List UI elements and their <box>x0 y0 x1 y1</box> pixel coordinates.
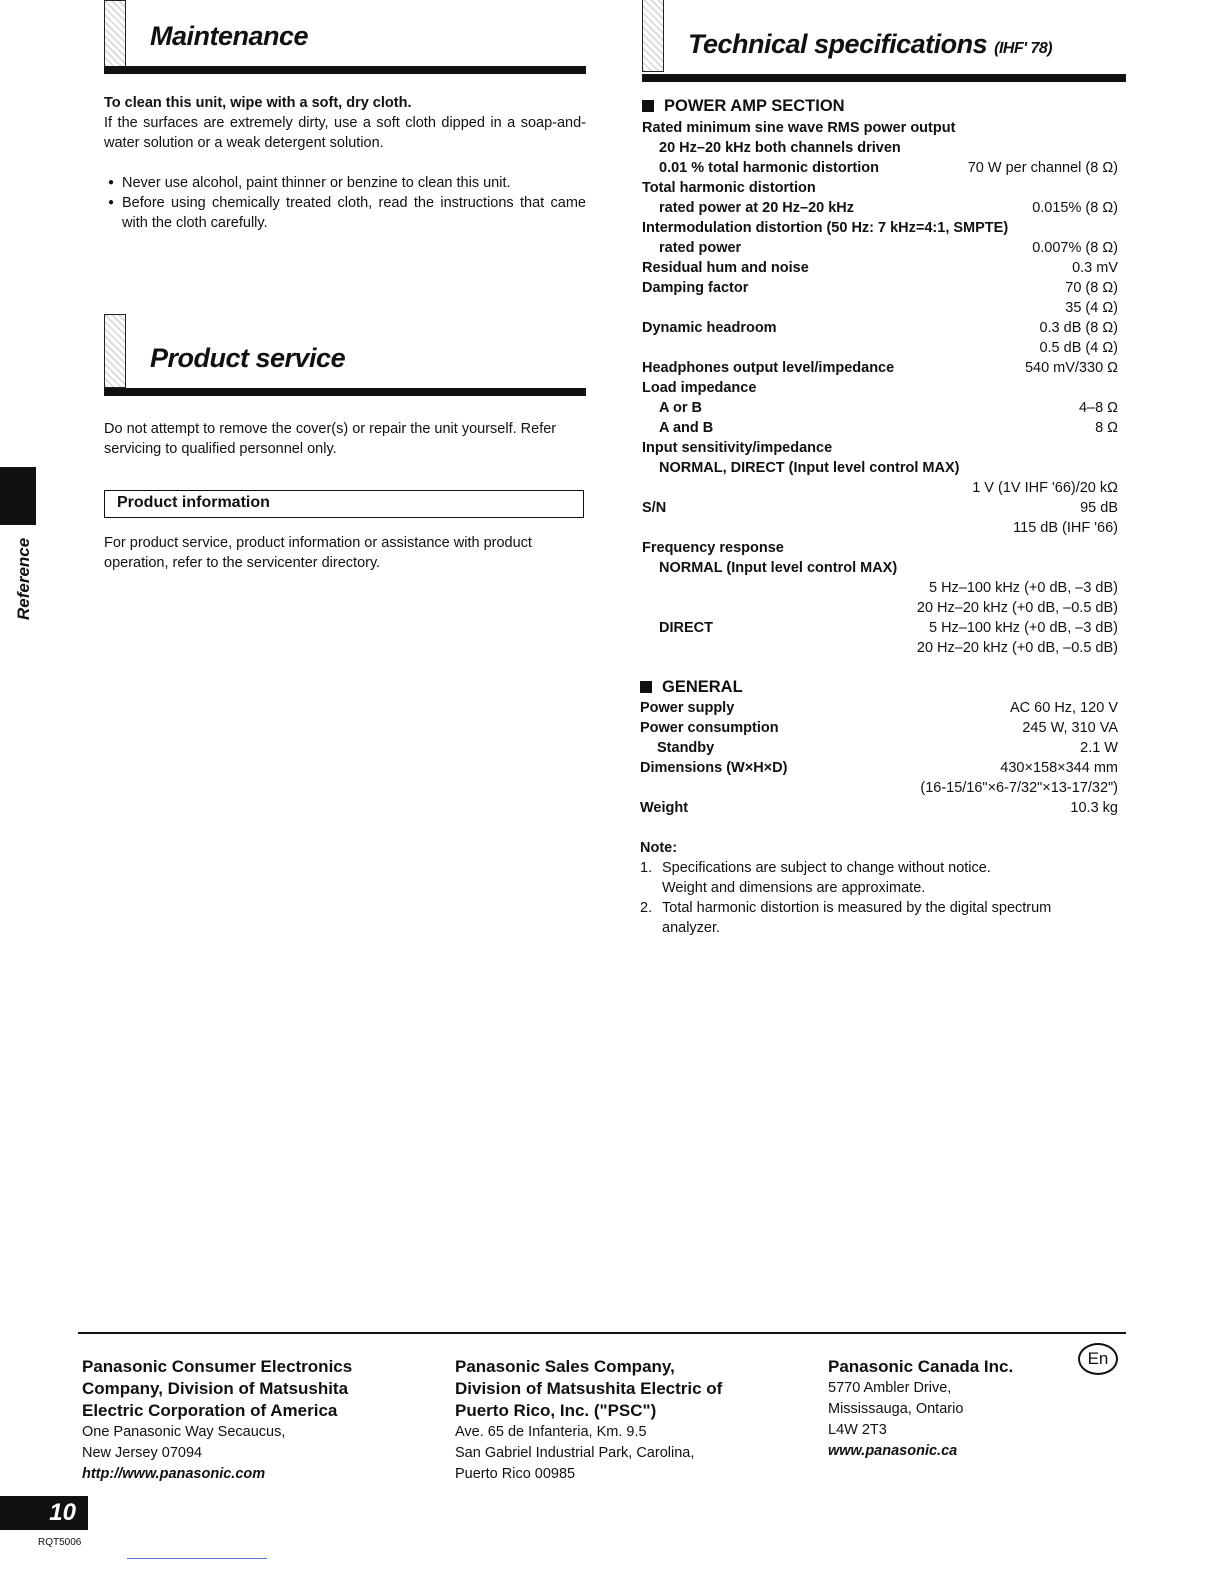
spec-value: 430×158×344 mm <box>1000 760 1118 776</box>
company-name: Division of Matsushita Electric of <box>455 1379 723 1398</box>
maintenance-body <box>104 93 586 233</box>
spec-label: NORMAL (Input level control MAX) <box>659 560 898 576</box>
spec-label: Power consumption <box>640 720 779 736</box>
spec-row <box>642 198 1118 218</box>
spec-row <box>642 118 1118 138</box>
heading-tab-decoration <box>104 314 126 388</box>
note-title: Note: <box>640 840 678 856</box>
address-line: San Gabriel Industrial Park, Carolina, <box>455 1445 695 1461</box>
spec-row <box>642 498 1118 518</box>
note-line: analyzer. <box>662 920 721 936</box>
spec-label: Rated minimum sine wave RMS power output <box>642 120 956 136</box>
spec-row <box>642 178 1118 198</box>
spec-row <box>642 578 1118 598</box>
spec-label: S/N <box>642 500 667 516</box>
product-service-text: Do not attempt to remove the cover(s) or repair the unit yourself. Refer servicing to qualified personnel only. <box>104 421 557 457</box>
list-item: ● Never use alcohol, paint thinner or benzine to clean this unit. <box>104 173 586 193</box>
spec-label: Frequency response <box>642 540 784 556</box>
spec-value: (16-15/16"×6-7/32"×13-17/32") <box>920 780 1118 796</box>
spec-row <box>642 358 1118 378</box>
spec-row <box>642 138 1118 158</box>
general-heading-text: GENERAL <box>662 677 743 696</box>
address-line: L4W 2T3 <box>828 1422 887 1438</box>
general-heading <box>640 676 1118 698</box>
list-item: ● Before using chemically treated cloth, read the instructions that came with the cloth carefully. <box>104 193 586 233</box>
spec-row <box>640 698 1118 718</box>
spec-row <box>640 798 1118 818</box>
address-line: Ave. 65 de Infanteria, Km. 9.5 <box>455 1424 647 1440</box>
product-service-heading <box>104 322 586 386</box>
square-bullet-icon <box>642 100 654 112</box>
specs-title-text: Technical specifications <box>688 29 988 59</box>
power-amp-rows <box>642 118 1118 658</box>
note-line: Specifications are subject to change without notice. <box>662 860 991 876</box>
spec-row <box>642 458 1118 478</box>
spec-label: NORMAL, DIRECT (Input level control MAX) <box>659 460 960 476</box>
company-name: Panasonic Canada Inc. <box>828 1357 1014 1376</box>
spec-row <box>642 518 1118 538</box>
specs-title <box>688 29 1052 60</box>
spec-value: 70 (8 Ω) <box>1065 280 1118 296</box>
product-information-title: Product information <box>117 494 270 511</box>
address-line: Mississauga, Ontario <box>828 1401 964 1417</box>
side-label-reference: Reference <box>14 537 33 620</box>
spec-label: A or B <box>659 400 702 416</box>
address-line: 5770 Ambler Drive, <box>828 1380 952 1396</box>
company-name: Panasonic Consumer Electronics <box>82 1357 353 1376</box>
spec-value: 35 (4 Ω) <box>1065 300 1118 316</box>
side-tab-marker <box>0 467 36 525</box>
spec-value: 20 Hz–20 kHz (+0 dB, –0.5 dB) <box>916 640 1118 656</box>
spec-row <box>642 558 1118 578</box>
spec-row <box>640 718 1118 738</box>
product-information-box <box>104 490 584 518</box>
heading-rule <box>642 74 1126 82</box>
spec-value: 0.3 dB (8 Ω) <box>1039 320 1118 336</box>
document-code: RQT5006 <box>38 1537 82 1548</box>
spec-value: 10.3 kg <box>1070 800 1118 816</box>
note-line: Weight and dimensions are approximate. <box>662 880 926 896</box>
spec-row <box>642 598 1118 618</box>
spec-label: A and B <box>659 420 714 436</box>
footer-address-puerto-rico <box>455 1356 815 1485</box>
heading-rule <box>104 388 586 396</box>
note-item <box>640 858 1118 898</box>
spec-row <box>642 538 1118 558</box>
spec-label: 20 Hz–20 kHz both channels driven <box>659 140 901 156</box>
spec-value: 540 mV/330 Ω <box>1024 360 1118 376</box>
maintenance-heading <box>104 0 586 64</box>
heading-tab-decoration <box>642 0 664 72</box>
spec-row <box>642 618 1118 638</box>
spec-row <box>642 478 1118 498</box>
maintenance-title: Maintenance <box>150 21 309 51</box>
spec-row <box>642 258 1118 278</box>
spec-value: 0.015% (8 Ω) <box>1032 200 1118 216</box>
decorative-line <box>127 1558 267 1559</box>
note-number: 1. <box>640 860 653 876</box>
spec-value: 4–8 Ω <box>1078 400 1118 416</box>
spec-label: rated power <box>659 240 742 256</box>
heading-rule <box>104 66 586 74</box>
heading-tab-decoration <box>104 0 126 74</box>
spec-label: Load impedance <box>642 380 757 396</box>
spec-value: 0.3 mV <box>1072 260 1118 276</box>
spec-label: Total harmonic distortion <box>642 180 816 196</box>
company-name: Puerto Rico, Inc. ("PSC") <box>455 1401 657 1420</box>
maintenance-bullets <box>104 173 586 233</box>
power-amp-heading-text: POWER AMP SECTION <box>664 96 845 115</box>
footer-address-canada <box>828 1356 1068 1462</box>
general-rows <box>640 698 1118 818</box>
spec-value: 115 dB (IHF '66) <box>1013 520 1118 536</box>
spec-row <box>642 218 1118 238</box>
maintenance-lead: To clean this unit, wipe with a soft, dry cloth. <box>104 95 412 111</box>
spec-value: 0.007% (8 Ω) <box>1032 240 1118 256</box>
specs-title-suffix: (IHF' 78) <box>994 40 1053 57</box>
website-link[interactable]: http://www.panasonic.com <box>82 1466 266 1482</box>
language-badge-icon: En <box>1078 1343 1118 1375</box>
spec-row <box>642 318 1118 338</box>
spec-value: 0.5 dB (4 Ω) <box>1039 340 1118 356</box>
notes <box>640 838 1118 938</box>
spec-row <box>642 638 1118 658</box>
spec-value: 70 W per channel (8 Ω) <box>967 160 1118 176</box>
spec-label: DIRECT <box>659 620 713 636</box>
spec-row <box>642 298 1118 318</box>
power-amp-section <box>642 94 1118 658</box>
spec-row <box>640 758 1118 778</box>
spec-label: Dynamic headroom <box>642 320 777 336</box>
spec-row <box>642 398 1118 418</box>
spec-value: 20 Hz–20 kHz (+0 dB, –0.5 dB) <box>916 600 1118 616</box>
address-line: New Jersey 07094 <box>82 1445 203 1461</box>
spec-row <box>642 378 1118 398</box>
footer-rule <box>78 1332 1126 1334</box>
maintenance-text: If the surfaces are extremely dirty, use a soft cloth dipped in a soap-and-water solution or a weak detergent solution. <box>104 115 586 151</box>
power-amp-heading <box>642 94 1118 118</box>
spec-label: Residual hum and noise <box>642 260 809 276</box>
general-section <box>640 676 1118 818</box>
spec-row <box>640 738 1118 758</box>
product-information-text: For product service, product information or assistance with product operation, refer to the servicenter directory. <box>104 535 532 571</box>
spec-row <box>640 778 1118 798</box>
note-line: Total harmonic distortion is measured by the digital spectrum <box>662 900 1052 916</box>
address-line: Puerto Rico 00985 <box>455 1466 576 1482</box>
spec-label: Headphones output level/impedance <box>642 360 895 376</box>
spec-label: Intermodulation distortion (50 Hz: 7 kHz=4:1, SMPTE) <box>642 220 1009 236</box>
specs-heading <box>642 8 1126 72</box>
spec-row <box>642 238 1118 258</box>
spec-label: Dimensions (W×H×D) <box>640 760 788 776</box>
spec-row <box>642 438 1118 458</box>
spec-value: 245 W, 310 VA <box>1022 720 1118 736</box>
spec-value: 8 Ω <box>1095 420 1118 436</box>
company-name: Company, Division of Matsushita <box>82 1379 349 1398</box>
note-item <box>640 898 1118 938</box>
spec-row <box>642 278 1118 298</box>
company-name: Panasonic Sales Company, <box>455 1357 675 1376</box>
spec-label: Power supply <box>640 700 735 716</box>
page-number: 10 <box>0 1496 88 1530</box>
spec-value: 5 Hz–100 kHz (+0 dB, –3 dB) <box>928 580 1118 596</box>
spec-label: Input sensitivity/impedance <box>642 440 833 456</box>
spec-value: 2.1 W <box>1080 740 1118 756</box>
spec-value: AC 60 Hz, 120 V <box>1010 700 1118 716</box>
spec-value: 95 dB <box>1080 500 1118 516</box>
spec-row <box>642 338 1118 358</box>
product-service-title: Product service <box>150 343 346 373</box>
spec-value: 1 V (1V IHF '66)/20 kΩ <box>972 480 1118 496</box>
note-number: 2. <box>640 900 653 916</box>
address-line: One Panasonic Way Secaucus, <box>82 1424 286 1440</box>
spec-label: Damping factor <box>642 280 749 296</box>
website-link[interactable]: www.panasonic.ca <box>828 1443 958 1459</box>
spec-label: rated power at 20 Hz–20 kHz <box>659 200 855 216</box>
square-bullet-icon <box>640 681 652 693</box>
spec-label: Standby <box>657 740 715 756</box>
company-name: Electric Corporation of America <box>82 1401 338 1420</box>
spec-row <box>642 158 1118 178</box>
spec-label: 0.01 % total harmonic distortion <box>659 160 879 176</box>
spec-value: 5 Hz–100 kHz (+0 dB, –3 dB) <box>928 620 1118 636</box>
spec-label: Weight <box>640 800 689 816</box>
footer-address-usa <box>82 1356 442 1485</box>
spec-row <box>642 418 1118 438</box>
